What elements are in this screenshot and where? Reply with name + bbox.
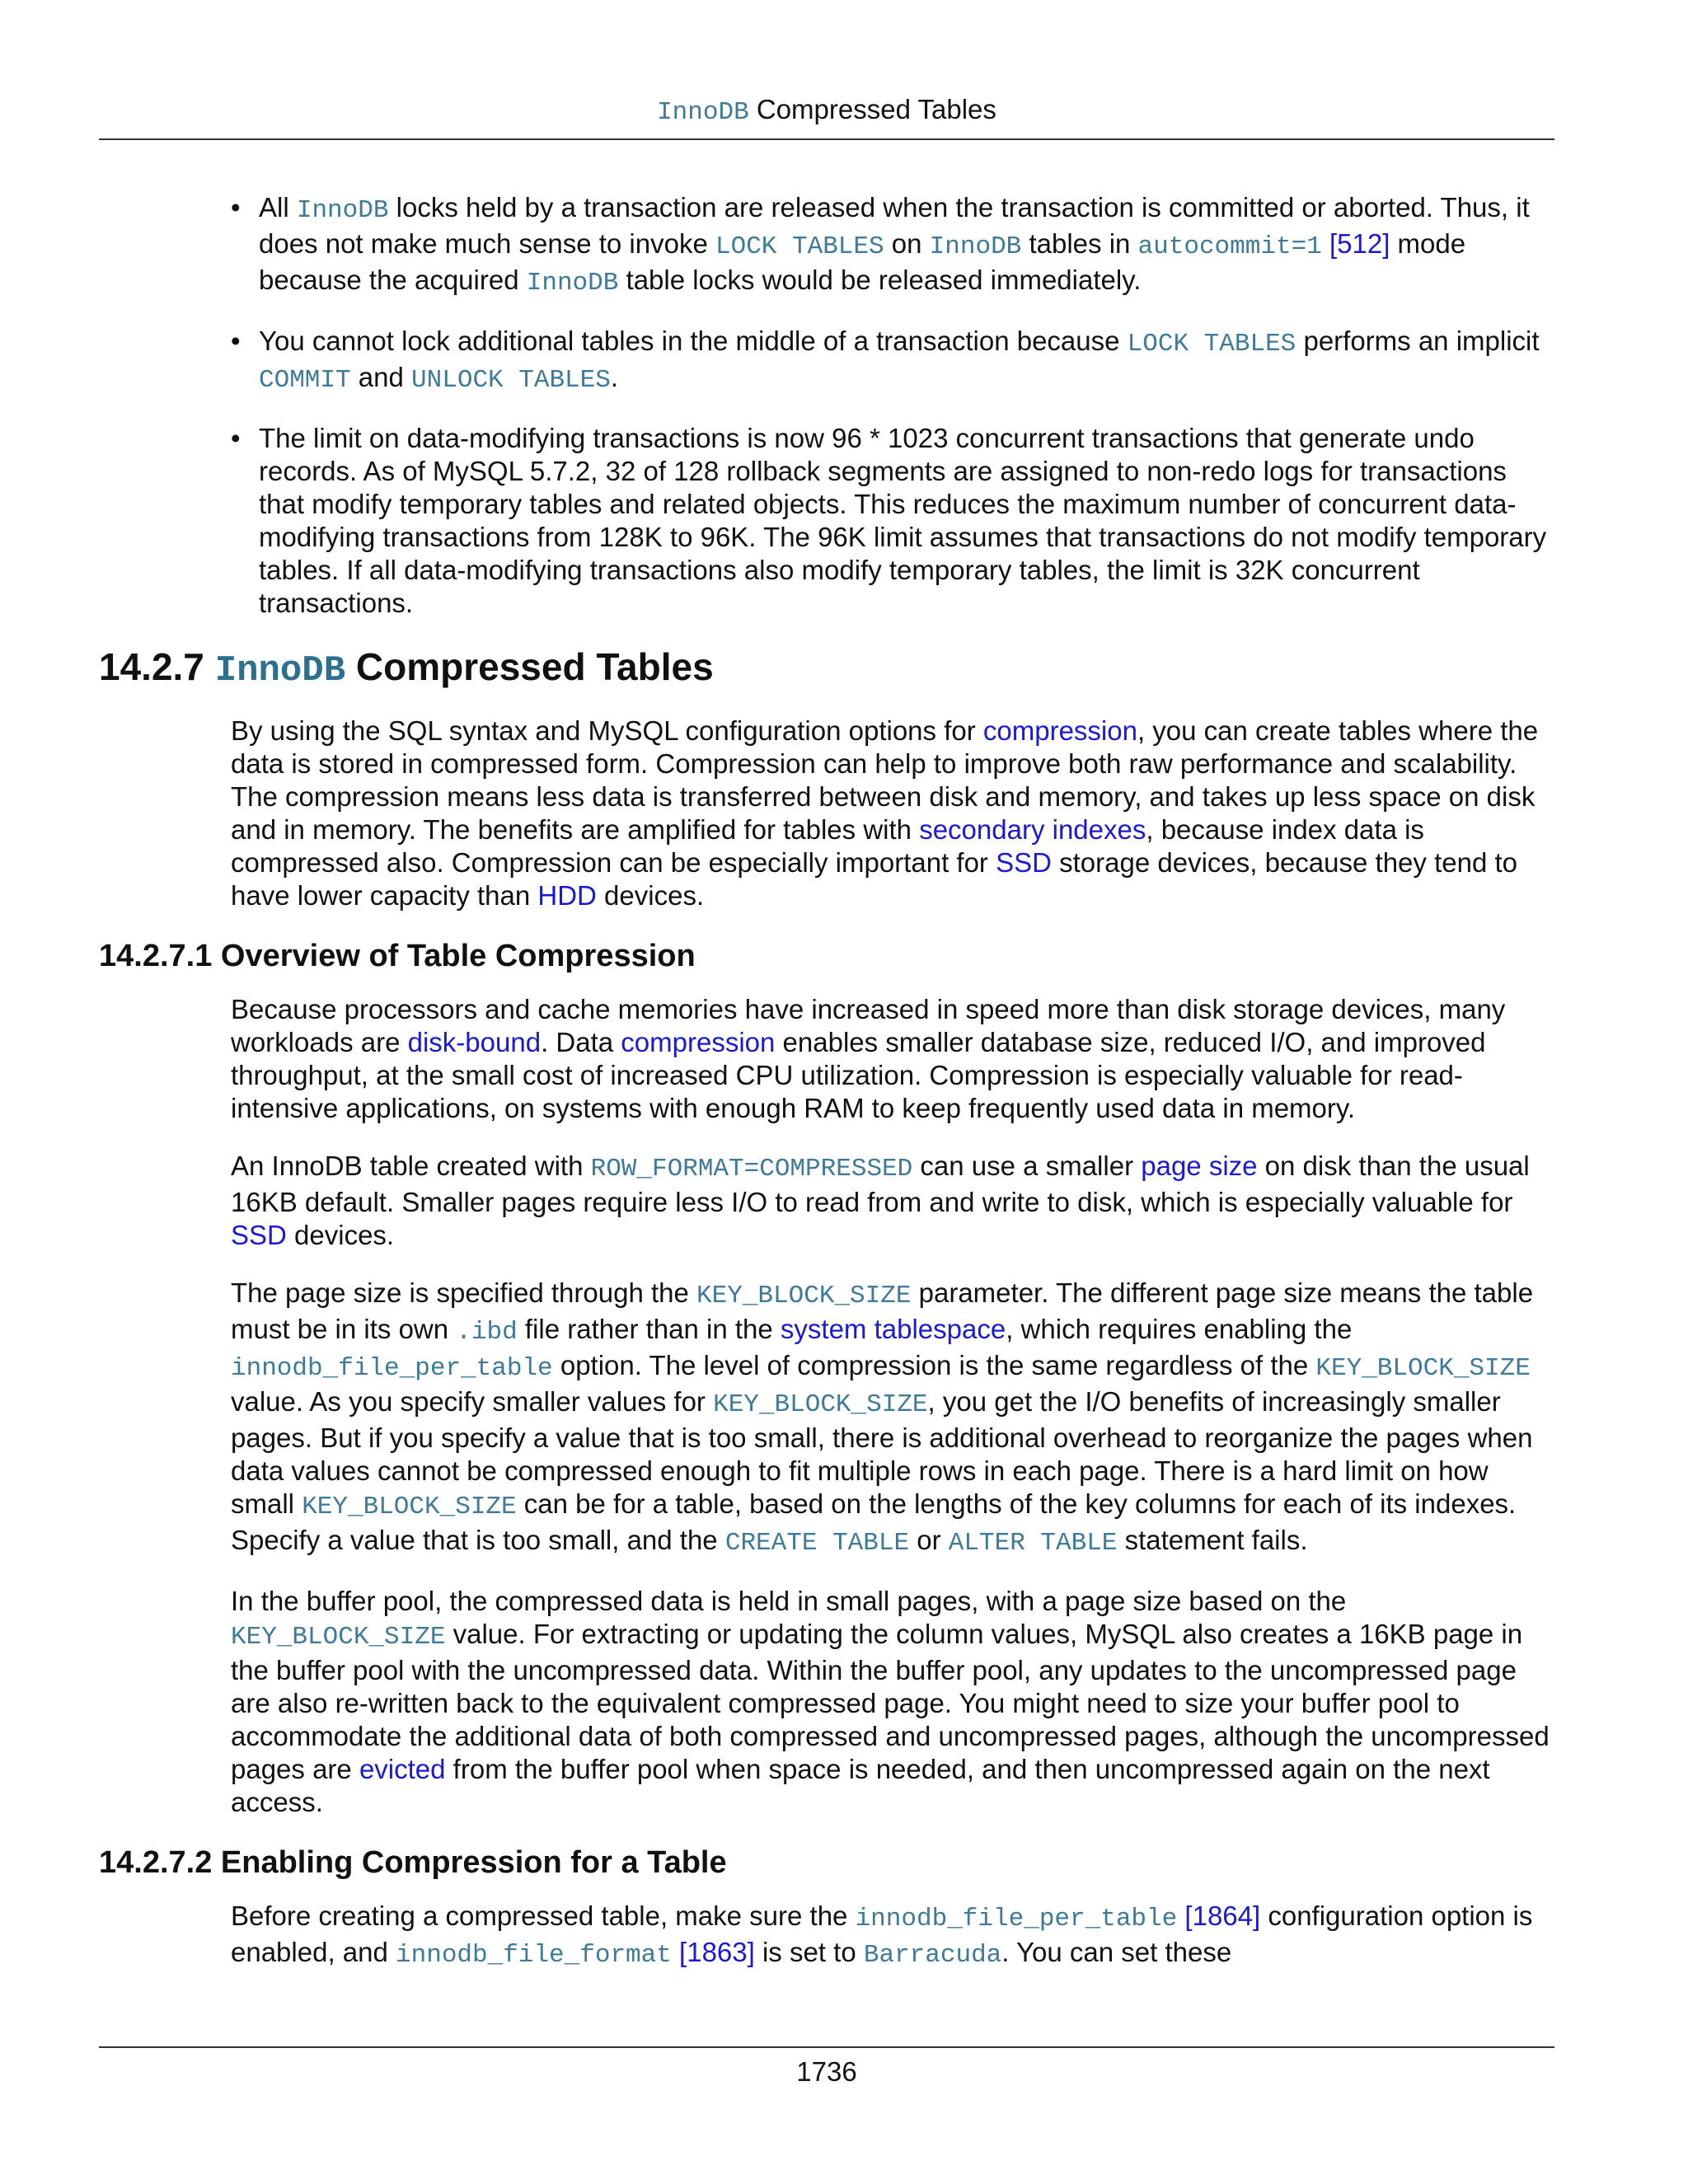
text-run: configuration option is enabled, and [231,1900,1533,1967]
inline-link[interactable]: compression [621,1027,776,1057]
text-run: option. The level of compression is the same regardless of the [552,1350,1316,1380]
text-run: can use a smaller [912,1151,1142,1181]
text-run: on disk than the usual 16KB default. Smaller pages require less I/O to read from and write to disk, which is especially valuable for [231,1151,1530,1217]
text-run: devices. [286,1220,395,1250]
page-footer [99,2046,1554,2088]
inline-code: innodb_file_per_table [855,1905,1178,1933]
text-run: table locks would be released immediately. [618,265,1142,295]
text-run: file rather than in the [517,1314,781,1344]
text-run: , which requires enabling the [1006,1314,1353,1344]
inline-code: Barracuda [863,1941,1002,1970]
text-run: or [909,1525,949,1555]
enabling-paragraphs [99,1900,1554,1972]
text-run: can be for a table, based on the lengths of the key columns for each of its indexes. Specify a value that is too small, and the [231,1488,1517,1555]
text-run: value. As you specify smaller values for [231,1386,714,1417]
inline-code: InnoDB [526,269,619,298]
text-run: The limit on data-modifying transactions is now 96 * 1023 concurrent transactions that generate undo records. As of MySQL 5.7.2, 32 of 128 rollback segments are assigned to non-redo logs for transactions that modify temporary tables and related objects. This reduces the maximum number of concurrent data-modifying transactions from 128K to 96K. The 96K limit assumes that transactions do not modify temporary tables. If all data-modifying transactions also modify temporary tables, the limit is 32K concurrent transactions. [259,423,1547,618]
bullet-list [231,191,1548,620]
paragraph [231,1277,1550,1560]
text-run: parameter. The different page size means the table must be in its own [231,1277,1534,1344]
subsection-heading-enabling: 14.2.7.2 Enabling Compression for a Table [99,1845,727,1880]
inline-code: COMMIT [259,366,351,395]
text-run: All [259,192,297,223]
inline-code: .ibd [456,1318,518,1347]
paragraph [231,1585,1550,1819]
text-run: mode because the acquired [259,228,1466,295]
inline-link[interactable]: [1863] [679,1937,755,1967]
inline-code: KEY_BLOCK_SIZE [696,1282,912,1310]
inline-link[interactable]: disk-bound [407,1027,542,1057]
paragraph [231,1900,1550,1972]
inline-link[interactable]: system tablespace [780,1314,1006,1344]
inline-link[interactable]: page size [1141,1151,1258,1181]
paragraph [231,1150,1550,1252]
bullet-item [231,325,1548,397]
text-run: value. For extracting or updating the column values, MySQL also creates a 16KB page in the buffer pool with the uncompressed data. Within the buffer pool, any updates to the uncompressed page are also re-written back to the equivalent compressed page. You might need to size your buffer pool to accommodate the additional data of both compressed and uncompressed pages, although the uncompressed pages are [231,1619,1550,1784]
section-number: 14.2.7 [99,645,215,688]
section-heading [99,644,1554,693]
text-run: You cannot lock additional tables in the middle of a transaction because [259,326,1128,356]
text-run: storage devices, because they tend to have lower capacity than [231,847,1517,911]
text-run: performs an implicit [1296,326,1540,356]
inline-link[interactable]: SSD [231,1220,287,1250]
text-run: By using the SQL syntax and MySQL configuration options for [231,715,983,746]
text-run: and [350,362,412,392]
inline-code: UNLOCK TABLES [411,366,611,395]
text-run: on [884,228,930,259]
text-run [672,1937,679,1967]
inline-link[interactable]: evicted [359,1754,446,1784]
text-run: The page size is specified through the [231,1277,697,1308]
inline-code: KEY_BLOCK_SIZE [713,1390,928,1419]
bullet-item [231,422,1548,620]
text-run: An InnoDB table created with [231,1151,591,1181]
page-header [99,94,1554,140]
header-title: Compressed Tables [748,94,996,124]
text-run: locks held by a transaction are released when the transaction is committed or aborted. Thus, it does not make much sense to invoke [259,192,1530,259]
text-run: is set to [754,1937,864,1967]
text-run: , you get the I/O benefits of increasingly smaller pages. But if you specify a value that is too small, there is additional overhead to reorganize the pages when data values cannot be compressed enough to fit multiple rows in each page. There is a hard limit on how small [231,1386,1533,1519]
page-number: 1736 [796,2056,857,2087]
text-run: . You can set these [1001,1937,1232,1967]
inline-code: LOCK TABLES [1127,330,1296,359]
paragraph [231,993,1550,1125]
bullet-item [231,191,1548,300]
inline-link[interactable]: SSD [996,847,1052,878]
inline-link[interactable]: compression [982,715,1137,746]
text-run: statement fails. [1117,1525,1308,1555]
inline-link[interactable]: [1864] [1184,1900,1261,1931]
text-run: Because processors and cache memories have increased in speed more than disk storage devices, many workloads are [231,994,1506,1057]
inline-code: KEY_BLOCK_SIZE [1315,1354,1531,1383]
inline-code: KEY_BLOCK_SIZE [231,1623,446,1652]
section-code: InnoDB [214,650,346,691]
inline-code: innodb_file_format [396,1941,672,1970]
text-run: from the buffer pool when space is needed, and then uncompressed again on the next access. [231,1754,1490,1817]
text-run: Before creating a compressed table, make sure the [231,1900,856,1931]
overview-paragraphs [99,993,1554,1819]
inline-link[interactable]: [512] [1329,228,1390,259]
section-title: Compressed Tables [345,645,714,688]
inline-code: LOCK TABLES [715,232,884,261]
inline-code: CREATE TABLE [724,1529,910,1558]
text-run: . [610,362,619,392]
inline-code: ALTER TABLE [948,1529,1118,1558]
header-code: InnoDB [657,98,749,127]
text-run: enables smaller database size, reduced I/O, and improved throughput, at the small cost of increased CPU utilization. Compression is especially valuable for read-intensive applications, on systems with enough RAM to keep frequently used data in memory. [231,1027,1486,1123]
page-body [99,191,1554,1997]
inline-code: InnoDB [296,196,389,225]
text-run [1322,228,1329,259]
intro-paragraph [231,715,1550,912]
text-run: tables in [1021,228,1138,259]
inline-code: autocommit=1 [1137,232,1322,261]
inline-code: innodb_file_per_table [231,1354,553,1383]
text-run: , because index data is compressed also. Compression can be especially important for [231,814,1424,878]
text-run: , you can create tables where the data is stored in compressed form. Compression can help to improve both raw performance and scalability. The compression means less data is transferred between disk and memory, and takes up less space on disk and in memory. The benefits are amplified for tables with [231,715,1539,845]
inline-code: InnoDB [929,232,1022,261]
text-run: In the buffer pool, the compressed data is held in small pages, with a page size based on the [231,1586,1347,1616]
inline-code: KEY_BLOCK_SIZE [302,1493,517,1521]
subsection-heading-overview: 14.2.7.1 Overview of Table Compression [99,939,696,973]
inline-code: ROW_FORMAT=COMPRESSED [590,1155,913,1183]
text-run: devices. [596,880,705,911]
inline-link[interactable]: secondary indexes [919,814,1146,845]
inline-link[interactable]: HDD [537,880,597,911]
text-run: . Data [541,1027,621,1057]
